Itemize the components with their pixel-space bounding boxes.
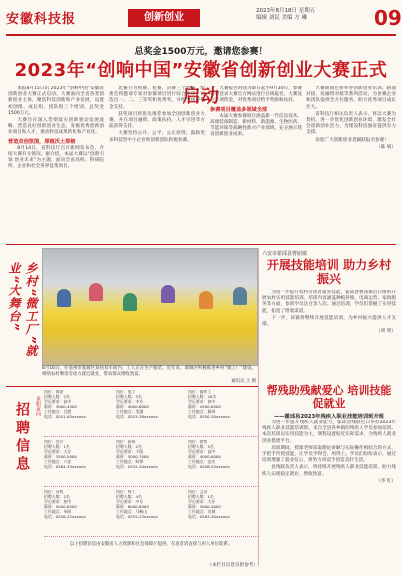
job-location: 工作地点：芜湖 (116, 408, 144, 414)
article-paragraph: 县残联负责人表示，将持续开展残疾人职业技能培训，助力残疾人实现稳定就业、增收致富。 (262, 465, 396, 477)
photo-caption: 8月16日，在亳州市谯城区某扶贫车间内，工人正在生产服装。近年来，谯城区积极推进乡村“微工厂”建设，吸纳农村剩余劳动力就近就业，带动群众增收致富。 (42, 366, 256, 377)
job-listing (44, 490, 114, 537)
right-article-label: 六安市霍邱县曹庙镇 (262, 251, 308, 257)
job-phone: 电话：0552-20xxxxxx (116, 463, 158, 469)
right-article-headline: 开展技能培训 助力乡村振兴 (266, 258, 392, 286)
job-position: 岗位：厨师 (116, 440, 136, 444)
job-listing (116, 490, 186, 537)
article-column-1 (8, 86, 104, 244)
feature-slogan: 乡村“微工厂”就业“大舞台” (7, 262, 38, 358)
job-location: 工作地点：合肥 (44, 408, 72, 414)
page-number: 09 (374, 6, 402, 30)
job-position: 岗位：会计 (44, 440, 64, 444)
job-position: 岗位：电工 (116, 390, 136, 394)
job-count: 招聘人数：2名 (44, 493, 70, 499)
job-location: 工作地点：蚌埠 (116, 458, 144, 464)
article-paragraph: 8月14日，省科技厅召开新闻发布会，介绍大赛有关情况。据介绍，本届大赛以“创新引领 创业未来”为主题，面向全省高校、科研院所、企业和社会各界征集项目。 (8, 145, 104, 170)
right-article-body (262, 290, 396, 380)
article-paragraph: 获奖项目将优先推荐参加全国创新创业大赛，并在项目融资、政策扶持、人才引进等方面获得支持。 (109, 111, 205, 130)
job-phone: 电话：0556-55xxxxxx (188, 463, 230, 469)
worker-figure (199, 291, 213, 309)
job-education: 学历要求：中专 (116, 398, 144, 404)
article-byline: （李 红） (376, 478, 396, 484)
job-listing (44, 440, 114, 487)
date-text: 2023年8月18日 星期五 (256, 8, 316, 14)
job-position: 岗位：操作工 (188, 390, 212, 394)
recruitment-side-label: 求职意向 (35, 396, 41, 416)
job-phone: 电话：0551-65xxxxxx (44, 413, 86, 419)
job-salary: 薪资：4000-6000 (116, 403, 149, 409)
job-education: 学历要求：不限 (116, 448, 144, 454)
job-phone: 电话：0555-23xxxxxx (116, 513, 158, 519)
job-education: 学历要求：高中 (188, 448, 216, 454)
article-paragraph: 大赛期间还将举办创新创业培训、路演对接、投融资对接等系列活动，为参赛企业和团队提供全方位服务，助力优秀项目成长壮大。 (306, 86, 396, 110)
job-listing (188, 390, 258, 437)
newspaper-logo: 安徽科技报 (6, 12, 77, 27)
article-paragraph: 大赛坚持公开、公平、公正原则，鼓励更多科技型中小企业和创新团队积极参赛。 (109, 131, 205, 143)
job-salary: 薪资：3000-4000 (188, 503, 221, 509)
job-count: 招聘人数：5名 (188, 443, 214, 449)
job-salary: 薪资：6000-8000 (116, 503, 149, 509)
article-byline: （周 明） (376, 329, 396, 335)
job-listing (188, 490, 258, 537)
job-education: 学历要求：初中 (44, 498, 72, 504)
job-salary: 薪资：5000-7000 (116, 453, 149, 459)
lead-subtitle: 总奖金1500万元，邀请您参赛！ (134, 47, 268, 57)
column-divider (258, 248, 259, 566)
job-location: 工作地点：滁州 (188, 408, 216, 414)
recruitment-note: （本栏目信息仅供参考） (207, 563, 258, 568)
job-location: 工作地点：六安 (44, 458, 72, 464)
job-education: 学历要求：中专 (116, 498, 144, 504)
job-position: 岗位：焊工 (116, 490, 136, 494)
job-phone: 电话：0558-22xxxxxx (44, 513, 86, 519)
job-location: 工作地点：马鞍山 (116, 508, 148, 514)
job-position: 岗位：司机 (44, 490, 64, 494)
job-count: 招聘人数：1名 (44, 443, 70, 449)
article-paragraph: 欢迎广大创新创业者踊跃报名参赛！ (315, 137, 389, 143)
article-paragraph: 培训期间，授课老师采取理论讲解与实际操作相结合的方式，手把手传授技能，让学员学得会、用得上。学员们纷纷表示，通过培训增强了就业信心，将努力用双手创造美好生活。 (262, 445, 396, 464)
right-article-2-subtitle: ——霍邱县2023年残疾人职业技能培训班开班 (273, 414, 385, 420)
article-paragraph: 本报8月15日讯 2023年“创响中国”安徽省创新创业大赛正式启动。大赛面向全省各类创新创业主体，聚焦科技创新和产业发展，设置初创组、成长组、团队组三个组别，总奖金1500万元。 (8, 86, 104, 116)
worker-figure (89, 283, 103, 301)
recruitment-title: 招聘信息 (14, 402, 30, 474)
article-byline: （陈 娟） (376, 144, 396, 150)
editor-text: 编辑 刘民 美编 方 琳 (256, 15, 307, 21)
article-paragraph: 大赛旨在深入贯彻落实创新驱动发展战略，营造良好创新创业生态，发掘优秀创新创业项目和人才，推动科技成果转化和产业化。 (8, 118, 104, 136)
job-salary: 薪资：3500-5000 (44, 453, 77, 459)
article-paragraph: 省科技厅相关负责人表示，将以大赛为契机，进一步优化创新创业环境，激发全社会创新创业活力，为建设科技强省提供有力支撑。 (306, 111, 396, 136)
job-education: 学历要求：大专 (44, 448, 72, 454)
job-phone: 电话：0550-30xxxxxx (188, 413, 230, 419)
job-education: 学历要求：大专 (188, 498, 216, 504)
article-paragraph: 下一步，该镇将继续开展技能培训，为乡村振兴提供人才支撑。 (262, 315, 396, 328)
job-grid (44, 390, 258, 540)
job-location: 工作地点：阜阳 (44, 508, 72, 514)
job-position: 岗位：保安 (44, 390, 64, 394)
job-salary: 薪资：3000-4500 (44, 403, 77, 409)
section-divider (6, 386, 258, 387)
job-count: 招聘人数：3名 (116, 393, 142, 399)
job-salary: 薪资：5000-6500 (44, 503, 77, 509)
job-education: 学历要求：初中 (188, 398, 216, 404)
worker-figure (161, 285, 175, 303)
job-education: 学历要求：高中 (44, 398, 72, 404)
recruitment-footer: 以上招聘信息由安徽省人力资源和社会保障厅提供，有意者请直接与用人单位联系。 (69, 542, 233, 547)
job-position: 岗位：销售 (188, 440, 208, 444)
job-count: 招聘人数：20名 (188, 393, 217, 399)
article-subheading: 参赛项目覆盖多领域全部 (210, 106, 268, 113)
job-salary: 薪资：4500-6500 (188, 403, 221, 409)
job-count: 招聘人数：1名 (188, 493, 214, 499)
section-label: 创新创业 (128, 9, 200, 27)
section-divider (6, 244, 396, 245)
job-location: 工作地点：安庆 (188, 458, 216, 464)
worker-figure (123, 293, 137, 311)
article-column-3 (210, 86, 302, 244)
job-phone: 电话：0564-33xxxxxx (44, 463, 86, 469)
masthead-rule (6, 34, 396, 36)
worker-figure (57, 289, 71, 307)
job-position: 岗位：文员 (188, 490, 208, 494)
job-count: 招聘人数：2名 (116, 443, 142, 449)
masthead (6, 6, 402, 36)
factory-photo (42, 248, 258, 366)
article-subheading: 营造双创氛围，厚植沃土厚植 (8, 138, 76, 145)
job-listing (44, 390, 114, 437)
dateline (256, 8, 376, 22)
job-location: 工作地点：宣城 (188, 508, 216, 514)
article-column-2 (109, 86, 205, 244)
article-paragraph: 大赛报名时间为即日起至9月30日，参赛者可登录大赛官方网站进行在线报名。大赛设立专项资金，对优秀项目给予奖励和扶持。 (210, 86, 302, 104)
photo-credit: 通讯员 王 摄 (231, 379, 256, 384)
article-paragraph: 为进一步提升农村劳动者就业技能，霍邱县曹庙镇近日组织开展农村实用技能培训。培训内容涵盖种植养殖、电商运营、家政服务等方面，参训学员达百余人次。通过培训，学员们掌握了实用技能，拓宽了增收渠道。 (262, 290, 396, 314)
job-salary: 薪资：4000-8000 (188, 453, 221, 459)
lead-headline: 2023年“创响中国”安徽省创新创业大赛正式启动 (14, 60, 388, 107)
job-listing (116, 390, 186, 437)
job-count: 招聘人数：2名 (44, 393, 70, 399)
job-listing (188, 440, 258, 487)
worker-figure (233, 287, 247, 305)
article-paragraph: 比赛分为初赛、复赛、决赛三个阶段，组委会将邀请专家对参赛项目进行综合评审，评选出一、二、三等奖和优秀奖，并给予相应奖金支持。 (109, 86, 205, 110)
article-paragraph: 本届大赛参赛项目涵盖新一代信息技术、高端装备制造、新材料、新能源、生物医药、节能环保等战略性新兴产业领域，充分展示我省创新创业成果。 (210, 113, 302, 138)
right-article-2-body (262, 420, 396, 570)
article-paragraph: 为进一步提升残疾人就业能力，霍邱县残联近日举办2023年残疾人职业技能培训班，来自全县各乡镇的残疾人学员参加培训。本次培训以实用技能为主，课程设置贴近实际需求，为残疾人就业创业搭建平台。 (262, 420, 396, 444)
job-count: 招聘人数：4名 (116, 493, 142, 499)
job-phone: 电话：0563-30xxxxxx (188, 513, 230, 519)
job-listing (116, 440, 186, 487)
job-phone: 电话：0553-38xxxxxx (116, 413, 158, 419)
article-column-4 (306, 86, 396, 244)
right-article-2-headline: 帮残助残献爱心 培训技能促就业 (266, 384, 392, 410)
